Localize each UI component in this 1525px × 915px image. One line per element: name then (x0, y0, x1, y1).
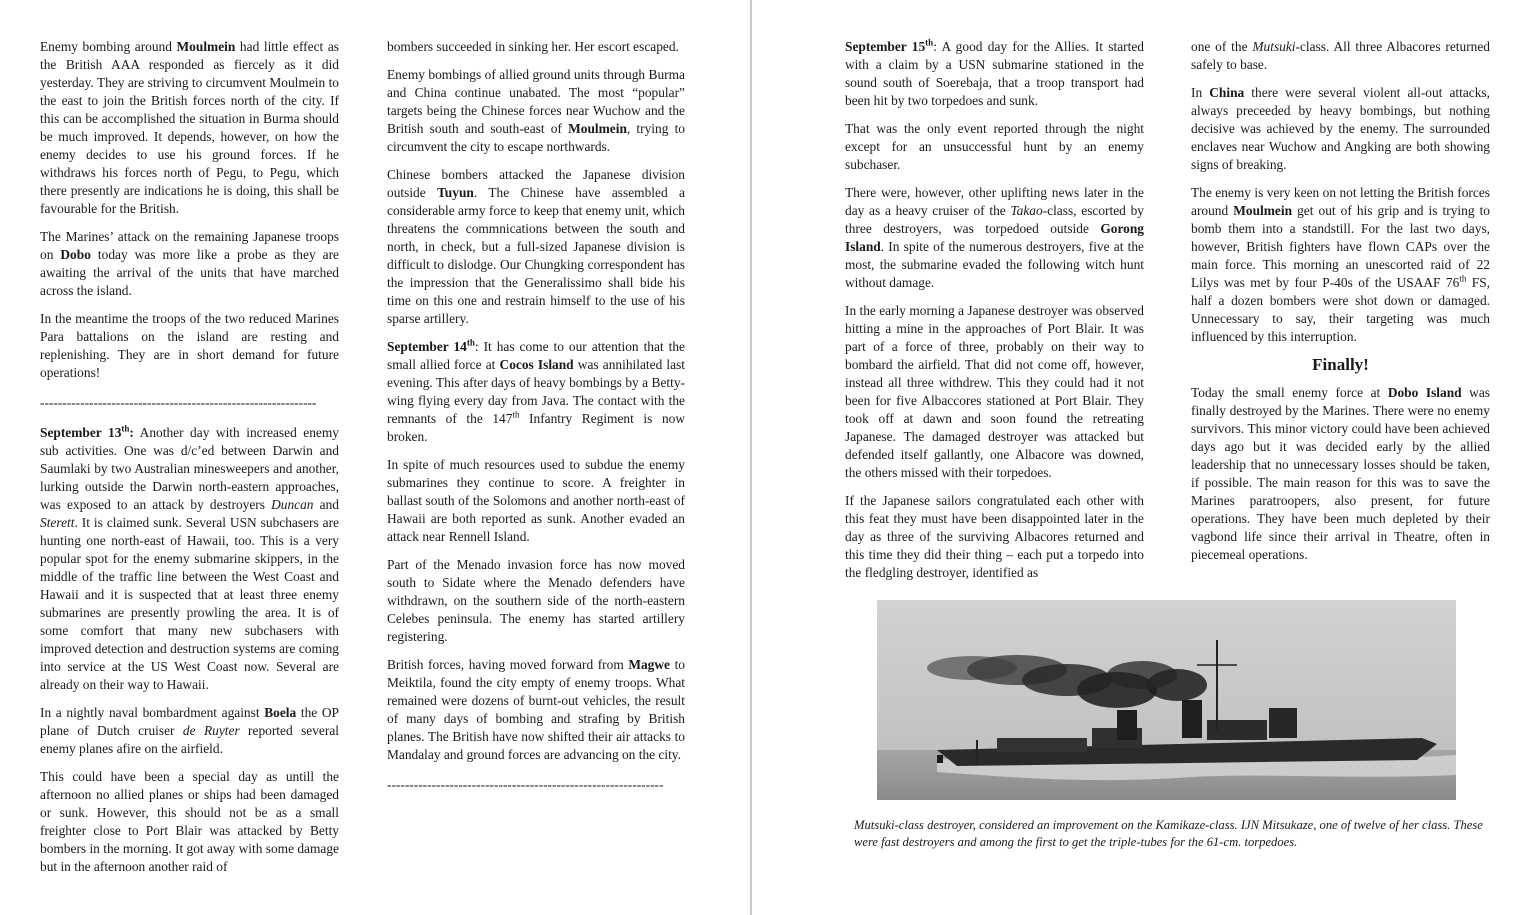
paragraph-september-15: September 15th: A good day for the Allies. It started with a claim by a USN submarine stationed in the sound south of Soerebaja, that a troop transport had been hit by two torpedoes and sunk. (845, 37, 1144, 108)
right-column-2 (1191, 38, 1490, 574)
section-heading-finally: Finally! (1312, 355, 1369, 374)
paragraph-menado-invasion: Part of the Menado invasion force has now moved south to Sidate where the Menado defenders have withdrawn, on the southern side of the north-eastern Celebes peninsula. The enemy has started artillery registering. (387, 557, 685, 644)
paragraph-moulmein-caps: The enemy is very keen on not letting the British forces around Moulmein get out of his grip and is trying to bomb them into a standstill. For the last two days, however, British fighters have flown CAPs over the main force. This morning an unescorted raid of 22 Lilys was met by four P-40s of the USAAF 76th FS, half a dozen bombers were shot down or damaged. Unnecessary to say, their targeting was much influenced by this interruption. (1191, 185, 1490, 344)
paragraph-marines-dobo: The Marines’ attack on the remaining Japanese troops on Dobo today was more like a probe as they are awaiting the arrival of the units that have marched across the island. (40, 229, 339, 298)
right-column-1 (845, 38, 1144, 592)
left-page (0, 0, 750, 915)
paragraph-japanese-sailors: If the Japanese sailors congratulated each other with this feat they must have been disappointed later in the day as three of the surviving Albacores returned and this time they did their thing – each put a torpedo into the fledgling destroyer, identified as (845, 493, 1144, 580)
paragraph-port-blair-mine: In the early morning a Japanese destroyer was observed hitting a mine in the approaches of Port Blair. It was part of a force of three, probably on their way to bombard the airfield. That did not come off, however, instead all three withdrew. This they could had it not been for five Albaccores stationed at Port Blair. They took off at dawn and soon found the retreating Japanese. The damaged destroyer was attacked but defended itself gallantly, one Albacore was downed, the others missed with their torpedoes. (845, 303, 1144, 480)
paragraph-moulmein-bombing: Enemy bombing around Moulmein had little effect as the British AAA responded as fiercely as it did yesterday. They are striving to circumvent Moulmein to the east to join the British forces north of the city. If this can be accomplished the situation in Burma should be much improved. It depends, however, on how the enemy decides to use his ground forces. If he withdraws his forces north of Pegu, to Pegu, which there presently are indications he is doing, this shall be favourable for the British. (40, 39, 339, 216)
section-separator: -------------------------------------------------------------- (387, 777, 664, 792)
paragraph-mutsuki-class: one of the Mutsuki-class. All three Albacores returned safely to base. (1191, 39, 1491, 72)
paragraph-takao-torpedoed: There were, however, other uplifting news later in the day as a heavy cruiser of the Takao-class, escorted by three destroyers, was torpedoed outside Gorong Island. In spite of the numerous destroyers, five at the most, the submarine evaded the following witch hunt without damage. (845, 185, 1144, 290)
paragraph-boela-bombardment: In a nightly naval bombardment against Boela the OP plane of Dutch cruiser de Ruyter reported several enemy planes afire on the airfield. (40, 705, 339, 756)
left-column-2 (387, 38, 685, 806)
paragraph-burma-china-bombings: Enemy bombings of allied ground units through Burma and China continue unabated. The most “popular” targets being the Chinese forces near Wuchow and the British south and south-east of Moulmein, trying to circumvent the city to escape northwards. (387, 67, 685, 154)
paragraph-dobo-destroyed: Today the small enemy force at Dobo Island was finally destroyed by the Marines. There were no enemy survivors. This minor victory could have been achieved days ago but it was decided early by the allied leadership that no unnecessary losses should be taken, if possible. The main reason for this was to save the Marines paratroopers, also present, for future operations. They have been much depleted by their vagbond life since their arrival in Theatre, often in piecemeal operations. (1191, 385, 1490, 562)
paragraph-september-13: September 13th: Another day with increased enemy sub activities. One was d/c’ed between Darwin and Saumlaki by two Australian minesweepers and another, lurking outside the Darwin north-eastern approaches, was exposed to an attack by destroyers Duncan and Sterett. It is claimed sunk. Several USN subchasers are hunting one north-east of Hawaii, too. This is a very popular spot for the enemy submarine skippers, in the middle of the traffic line between the West Coast and Hawaii and it is suspected that at least three enemy submarines are presently prowling the area. It is of some comfort that many new subchasers with improved detection and destruction systems are coming into service at the US West Coast now. Several are already on their way to Hawaii. (40, 423, 339, 692)
paragraph-china-attacks: In China there were several violent all-out attacks, always preceeded by heavy bombings, but nothing decisive was achieved by the enemy. The surrounded enclaves near Wuchow and Angking are both showing signs of breaking. (1191, 85, 1490, 172)
paragraph-only-event: That was the only event reported through the night except for an unsuccessful hunt by an enemy subchaser. (845, 121, 1144, 172)
paragraph-special-day: This could have been a special day as untill the afternoon no allied planes or ships had been damaged or sunk. However, this should not be as a small freighter close to Port Blair was attacked by Betty bombers in the morning. It got away with some damage but in the afternoon another raid of (40, 769, 339, 874)
paragraph-submarines-score: In spite of much resources used to subdue the enemy submarines they continue to score. A freighter in ballast south of the Solomons and another north-east of Hawaii are both reported as sunk. Another evaded an attack near Rennell Island. (387, 457, 685, 544)
paragraph-september-14: September 14th: It has come to our attention that the small allied force at Cocos Island was annihilated last evening. This after days of heavy bombings by a Betty-wing flying every day from Java. The contact with the remnants of the 147th Infantry Regiment is now broken. (387, 337, 686, 444)
right-page (752, 0, 1525, 915)
paragraph-marines-resting: In the meantime the troops of the two reduced Marines Para battalions on the island are resting and replenishing. They are in short demand for future operations! (40, 311, 339, 380)
left-column-1 (40, 38, 339, 886)
paragraph-chinese-bombers: Chinese bombers attacked the Japanese division outside Tuyun. The Chinese have assembled a considerable army force to keep that enemy unit, which threatens the commnications between the south and north, in check, but a full-sized Japanese division is difficult to dislodge. Our Chungking correspondent has the impression that the Generalissimo shall bide his time on this one and restrain himself to the use of his sparse artillery. (387, 167, 686, 326)
paragraph-escort-escaped: bombers succeeded in sinking her. Her escort escaped. (387, 39, 679, 54)
photo-caption: Mutsuki-class destroyer, considered an improvement on the Kamikaze-class. IJN Mitsukaze, one of twelve of her class. These were fast destroyers and among the first to get the triple-tubes for the 61-cm. torpedoes. (854, 818, 1483, 849)
section-separator: -------------------------------------------------------------- (40, 395, 317, 410)
destroyer-photo (877, 600, 1456, 800)
paragraph-british-meiktila: British forces, having moved forward from Magwe to Meiktila, found the city empty of enemy troops. What remained were dozens of burnt-out vehicles, the result of many days of bombing and strafing by British planes. The British have now shifted their air attacks to Mandalay and ground forces are advancing on the city. (387, 657, 686, 762)
